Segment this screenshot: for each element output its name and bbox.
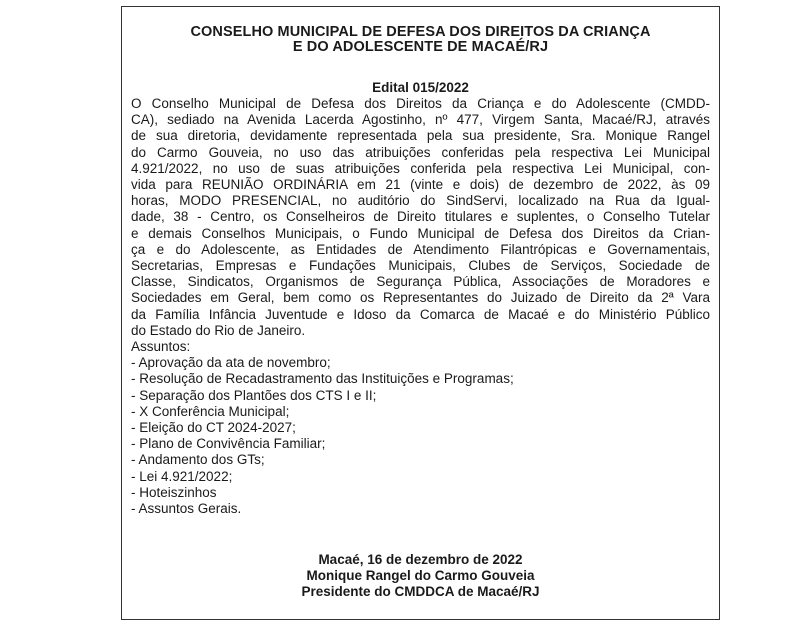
signature-place-date: Macaé, 16 de dezembro de 2022 — [318, 552, 523, 567]
paragraph-line: vida para REUNIÃO ORDINÁRIA em 21 (vinte e dois) de dezembro de 2022, às 09 — [131, 177, 710, 193]
signature-block — [122, 552, 719, 600]
paragraph-line: do Carmo Gouveia, no uso das atribuições conferidas pela respectiva Lei Municipal — [131, 144, 710, 160]
paragraph-line: e demais Conselhos Municipais, o Fundo Municipal de Defesa dos Direitos da Crian- — [131, 225, 710, 241]
title-line-1: CONSELHO MUNICIPAL DE DEFESA DOS DIREITOS DA CRIANÇA — [190, 24, 651, 40]
assunto-item: - Hoteiszinhos — [131, 484, 217, 500]
paragraph-line: Classe, Sindicatos, Organismos de Segurança Pública, Associações de Moradores e — [131, 274, 710, 290]
notice-body — [131, 96, 710, 517]
paragraph-line: ça e do Adolescente, as Entidades de Atendimento Filantrópicas e Governamentais, — [131, 241, 710, 257]
signature-role: Presidente do CMDDCA de Macaé/RJ — [301, 584, 540, 599]
signature-name: Monique Rangel do Carmo Gouveia — [306, 568, 535, 583]
assuntos-label: Assuntos: — [131, 339, 191, 355]
assunto-item: - Andamento dos GTs; — [131, 452, 265, 468]
paragraph-line: do Estado do Rio de Janeiro. — [131, 322, 306, 338]
edital-number: Edital 015/2022 — [372, 80, 469, 95]
notice-box — [121, 6, 720, 620]
assunto-item: - Aprovação da ata de novembro; — [131, 355, 331, 371]
paragraph-line: Sociedades em Geral, bem como os Representantes do Juizado de Direito da 2ª Vara — [131, 290, 710, 306]
assunto-item: - Separação dos Plantões dos CTS I e II; — [131, 387, 377, 403]
paragraph-line: Secretarias, Empresas e Fundações Municipais, Clubes de Serviços, Sociedade de — [131, 258, 710, 274]
notice-title — [122, 25, 719, 55]
paragraph-line: dade, 38 - Centro, os Conselheiros de Direito titulares e suplentes, o Conselho Tutelar — [131, 209, 710, 225]
title-line-2: E DO ADOLESCENTE DE MACAÉ/RJ — [292, 39, 549, 55]
paragraph-line: horas, MODO PRESENCIAL, no auditório do SindServi, localizado na Rua da Igual- — [131, 193, 710, 209]
assunto-item: - Resolução de Recadastramento das Instituições e Programas; — [131, 371, 514, 387]
assunto-item: - Plano de Convivência Familiar; — [131, 436, 326, 452]
assunto-item: - Eleição do CT 2024-2027; — [131, 420, 296, 436]
paragraph-line: O Conselho Municipal de Defesa dos Direitos da Criança e do Adolescente (CMDD- — [131, 96, 710, 111]
assunto-item: - Lei 4.921/2022; — [131, 468, 233, 484]
paragraph-line: da Família Infância Juventude e Idoso da Comarca de Macaé e do Ministério Público — [131, 306, 710, 322]
paragraph-line: 4.921/2022, no uso de suas atribuições conferida pela respectiva Lei Municipal, con- — [131, 160, 710, 176]
assunto-item: - Assuntos Gerais. — [131, 501, 242, 517]
paragraph-line: CA), sediado na Avenida Lacerda Agostinho, nº 477, Virgem Santa, Macaé/RJ, através — [131, 112, 710, 128]
assunto-item: - X Conferência Municipal; — [131, 403, 290, 419]
paragraph-line: de sua diretoria, devidamente representada pela sua presidente, Sra. Monique Rangel — [131, 128, 710, 144]
